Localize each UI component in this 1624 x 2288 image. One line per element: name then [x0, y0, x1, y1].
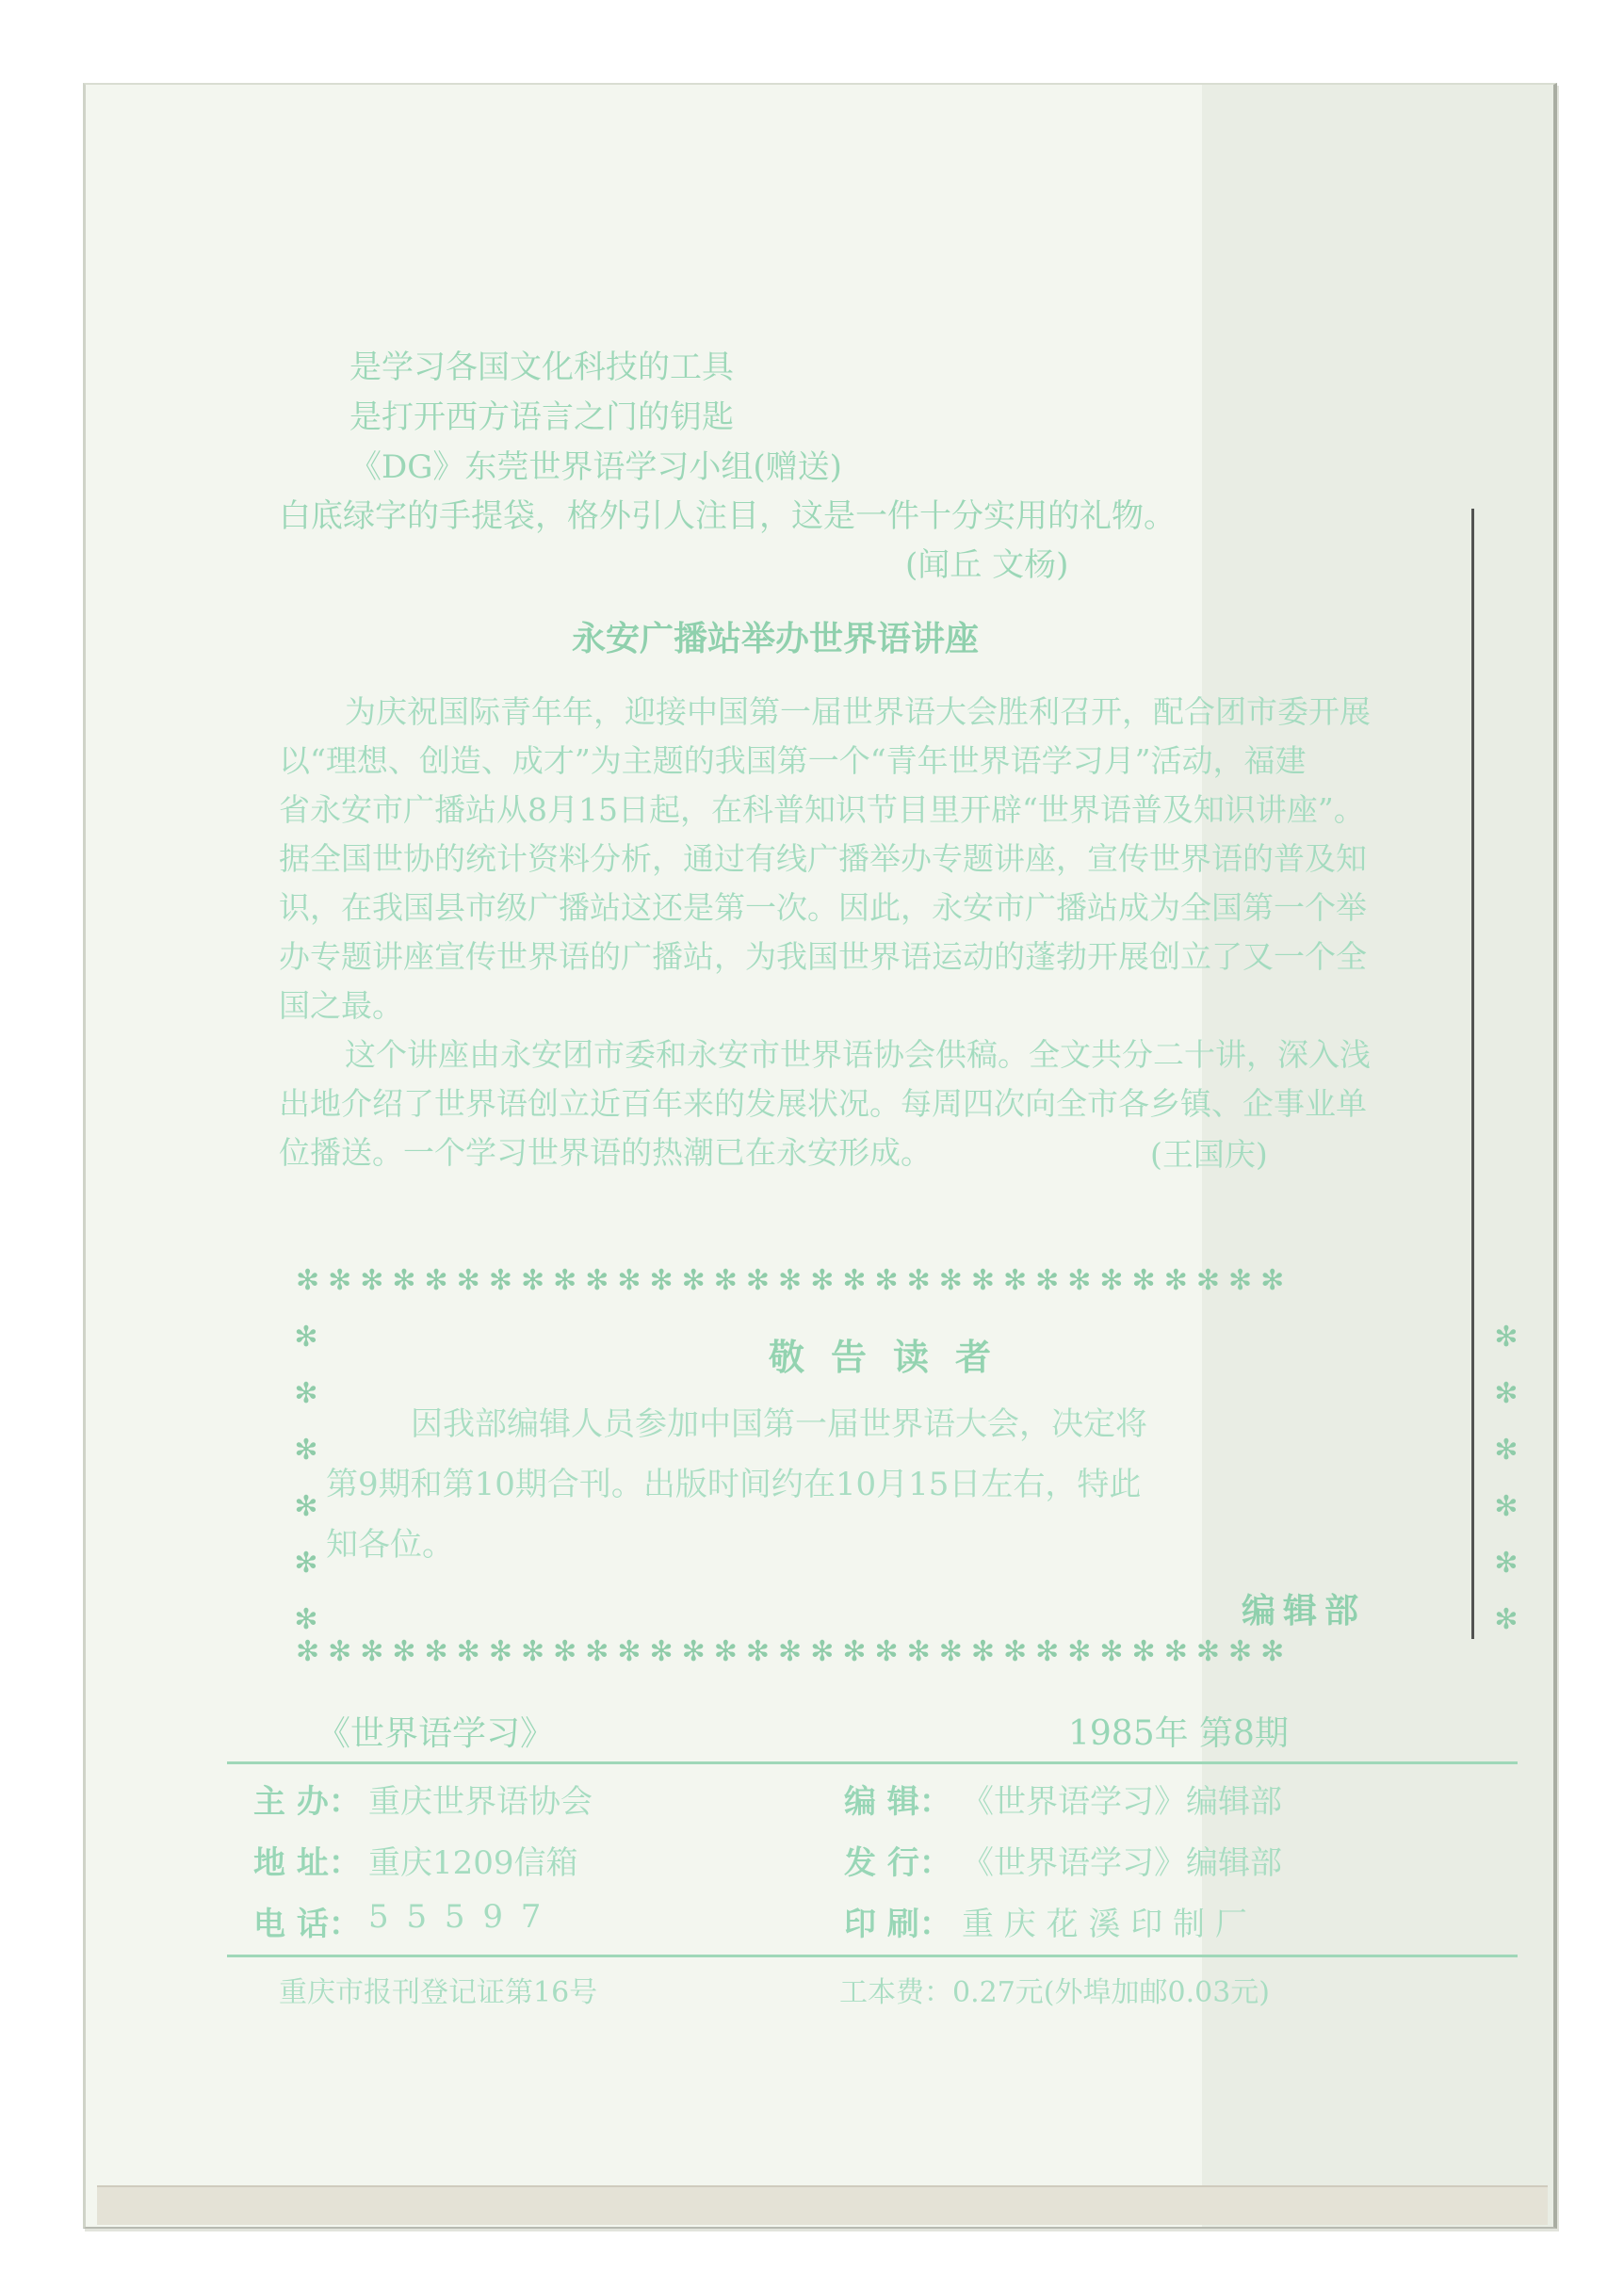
cost-line: 工本费：0.27元(外埠加邮0.03元)	[839, 1976, 1271, 2009]
address-label: 地 址：	[253, 1844, 361, 1882]
paragraph-line: 省永安市广播站从8月15日起，在科普知识节目里开辟“世界语普及知识讲座”。	[279, 791, 1365, 828]
paragraph-line: 办专题讲座宣传世界语的广播站，为我国世界语运动的蓬勃开展创立了又一个全	[279, 938, 1367, 975]
editor-label: 编 辑：	[844, 1783, 951, 1821]
paragraph-line: 出地介绍了世界语创立近百年来的发展状况。每周四次向全市各乡镇、企事业单	[279, 1085, 1367, 1122]
publisher-label: 发 行：	[844, 1844, 951, 1882]
phone-value: 5 5 5 9 7	[368, 1898, 545, 1936]
paper-bottom-edge	[97, 2185, 1548, 2225]
intro-line-1: 是学习各国文化科技的工具	[349, 349, 734, 386]
issue-number: 1985年 第8期	[1068, 1714, 1289, 1753]
paragraph-line: 为庆祝国际青年年，迎接中国第一届世界语大会胜利召开，配合团市委开展	[345, 693, 1371, 730]
paragraph-line: 据全国世协的统计资料分析，通过有线广播举办专题讲座，宣传世界语的普及知	[279, 840, 1367, 877]
article-byline: (王国庆)	[1150, 1136, 1268, 1173]
article-paragraph-2	[279, 1030, 1532, 1177]
star-border-bottom: ✻✻✻✻✻✻✻✻✻✻✻✻✻✻✻✻✻✻✻✻✻✻✻✻✻✻✻✻✻✻✻	[296, 1635, 1293, 1668]
host-value: 重庆世界语协会	[368, 1783, 593, 1821]
printer-value: 重 庆 花 溪 印 制 厂	[962, 1906, 1247, 1943]
intro-line-2: 是打开西方语言之门的钥匙	[349, 398, 734, 436]
editor-value: 《世界语学习》编辑部	[962, 1783, 1282, 1821]
star-border-right: ✻ ✻ ✻ ✻ ✻ ✻	[1494, 1321, 1518, 1636]
notice-line-1: 因我部编辑人员参加中国第一届世界语大会，决定将	[411, 1405, 1147, 1443]
intro-line-4: 白底绿字的手提袋，格外引人注目，这是一件十分实用的礼物。	[279, 497, 1176, 535]
phone-label: 电 话：	[253, 1906, 361, 1943]
imprint-rule-top	[227, 1761, 1518, 1764]
intro-line-3: 《DG》东莞世界语学习小组(赠送)	[349, 448, 842, 486]
printer-label: 印 刷：	[844, 1906, 951, 1943]
star-border-top: ✻✻✻✻✻✻✻✻✻✻✻✻✻✻✻✻✻✻✻✻✻✻✻✻✻✻✻✻✻✻✻	[296, 1264, 1293, 1297]
paragraph-line: 识，在我国县市级广播站这还是第一次。因此，永安市广播站成为全国第一个举	[279, 889, 1367, 926]
page-sheet	[83, 83, 1557, 2229]
binding-edge-line	[1471, 509, 1474, 1639]
article-paragraph-1	[279, 688, 1532, 1030]
registration-number: 重庆市报刊登记证第16号	[279, 1976, 598, 2009]
notice-title: 敬告读者	[769, 1336, 1018, 1378]
notice-line-3: 知各位。	[326, 1526, 454, 1564]
paragraph-line: 以“理想、创造、成才”为主题的我国第一个“青年世界语学习月”活动，福建	[279, 742, 1307, 779]
notice-box	[294, 1264, 1522, 1668]
intro-byline: (闻丘 文杨)	[905, 546, 1069, 584]
notice-signature: 编辑部	[1242, 1591, 1367, 1631]
host-label: 主 办：	[253, 1783, 361, 1821]
paragraph-line: 国之最。	[279, 987, 403, 1024]
paragraph-line: 这个讲座由永安团市委和永安市世界语协会供稿。全文共分二十讲，深入浅	[345, 1036, 1371, 1073]
journal-name: 《世界语学习》	[317, 1714, 555, 1753]
paragraph-line: 位播送。一个学习世界语的热潮已在永安形成。	[279, 1134, 932, 1171]
star-border-left: ✻ ✻ ✻ ✻ ✻ ✻	[294, 1321, 318, 1636]
notice-line-2: 第9期和第10期合刊。出版时间约在10月15日左右，特此	[326, 1466, 1142, 1503]
address-value: 重庆1209信箱	[368, 1844, 578, 1882]
article-title: 永安广播站举办世界语讲座	[572, 619, 980, 658]
publisher-value: 《世界语学习》编辑部	[962, 1844, 1282, 1882]
imprint-rule-bottom	[227, 1955, 1518, 1957]
